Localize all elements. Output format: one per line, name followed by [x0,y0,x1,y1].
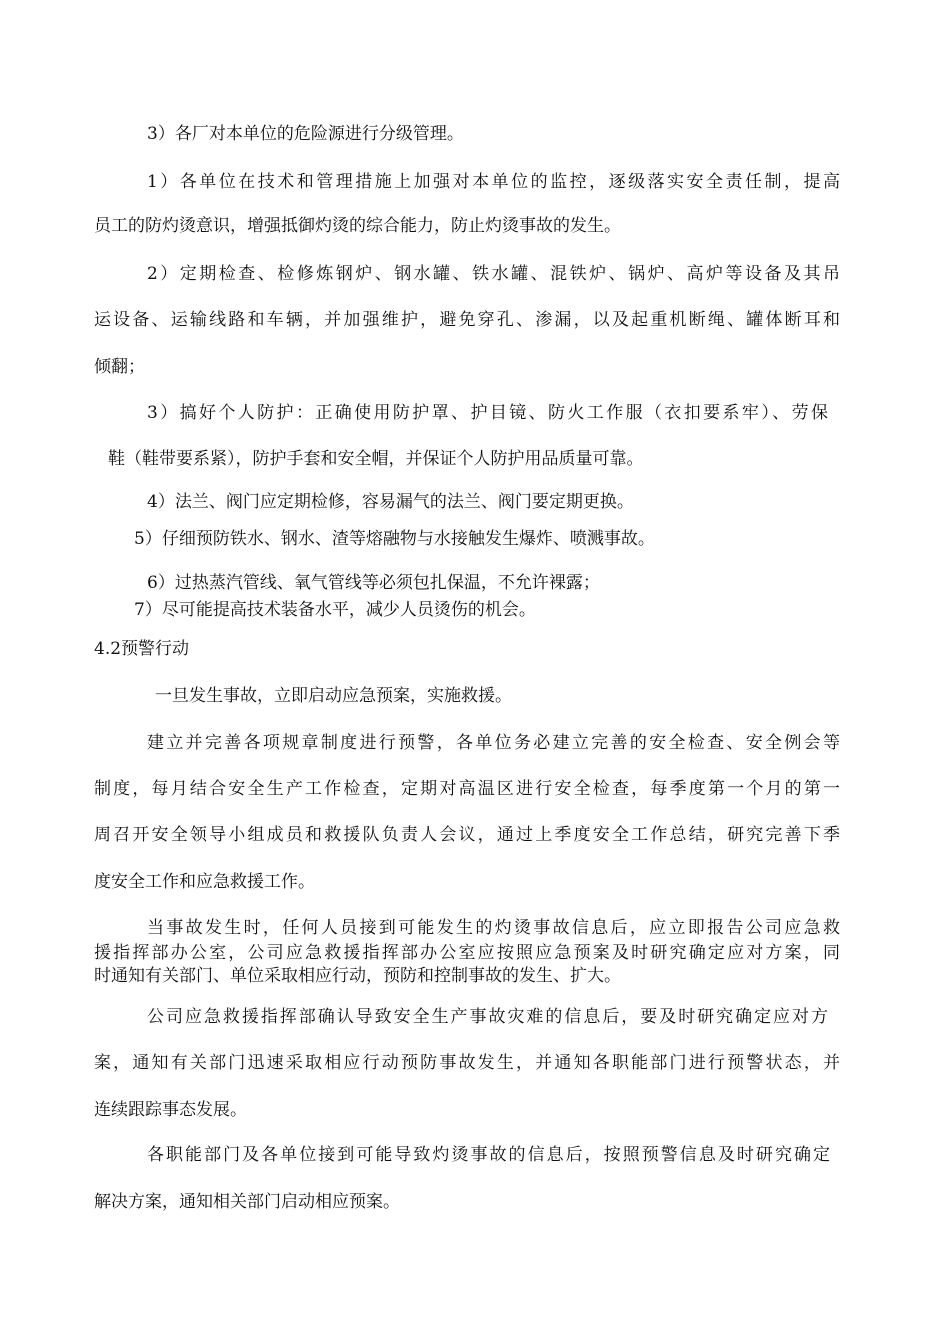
paragraph-line: 一旦发生事故，立即启动应急预案，实施救援。 [155,686,512,706]
paragraph-line: 连续跟踪事态发展。 [94,1100,247,1120]
paragraph-line: 倾翻； [94,357,145,377]
paragraph-line: 运设备、运输线路和车辆，并加强维护，避免穿孔、渗漏，以及起重机断绳、罐体断耳和 [94,310,840,330]
list-item: 5）仔细预防铁水、钢水、渣等熔融物与水接触发生爆炸、喷溅事故。 [134,529,655,549]
paragraph-line: 公司应急救援指挥部确认导致安全生产事故灾难的信息后，要及时研究确定应对方 [147,1007,828,1027]
list-item: 4）法兰、阀门应定期检修，容易漏气的法兰、阀门要定期更换。 [147,492,634,512]
paragraph-line: 1）各单位在技术和管理措施上加强对本单位的监控，逐级落实安全责任制，提高 [147,172,840,192]
paragraph-line: 3）搞好个人防护：正确使用防护罩、护目镜、防火工作服（衣扣要系牢）、劳保 [147,403,828,423]
paragraph-line: 援指挥部办公室，公司应急救援指挥部办公室应按照应急预案及时研究确定应对方案，同 [94,943,840,963]
paragraph-line: 周召开安全领导小组成员和救援队负责人会议，通过上季度安全工作总结，研究完善下季 [94,825,840,845]
paragraph-line: 解决方案，通知相关部门启动相应预案。 [94,1192,400,1212]
paragraph-line: 制度，每月结合安全生产工作检查，定期对高温区进行安全检查，每季度第一个月的第一 [94,779,840,799]
list-item: 3）各厂对本单位的危险源进行分级管理。 [147,124,464,144]
paragraph-line: 案，通知有关部门迅速采取相应行动预防事故发生，并通知各职能部门进行预警状态，并 [94,1053,840,1073]
paragraph-line: 员工的防灼烫意识，增强抵御灼烫的综合能力，防止灼烫事故的发生。 [94,216,621,236]
paragraph-line: 当事故发生时，任何人员接到可能发生的灼烫事故信息后，应立即报告公司应急救 [147,918,840,938]
paragraph-line: 时通知有关部门、单位采取相应行动，预防和控制事故的发生、扩大。 [94,966,621,986]
paragraph-line: 度安全工作和应急救援工作。 [94,872,315,892]
list-item: 6）过热蒸汽管线、氧气管线等必须包扎保温，不允许裸露； [147,573,600,593]
list-item: 7）尽可能提高技术装备水平，减少人员烫伤的机会。 [134,600,536,620]
paragraph-line: 各职能部门及各单位接到可能导致灼烫事故的信息后，按照预警信息及时研究确定 [147,1145,830,1165]
section-heading: 4.2预警行动 [94,639,190,659]
paragraph-line: 2）定期检查、检修炼钢炉、钢水罐、铁水罐、混铁炉、锅炉、高炉等设备及其吊 [147,264,840,284]
paragraph-line: 鞋（鞋带要系紧），防护手套和安全帽，并保证个人防护用品质量可靠。 [108,449,644,469]
paragraph-line: 建立并完善各项规章制度进行预警，各单位务必建立完善的安全检查、安全例会等 [147,733,840,753]
